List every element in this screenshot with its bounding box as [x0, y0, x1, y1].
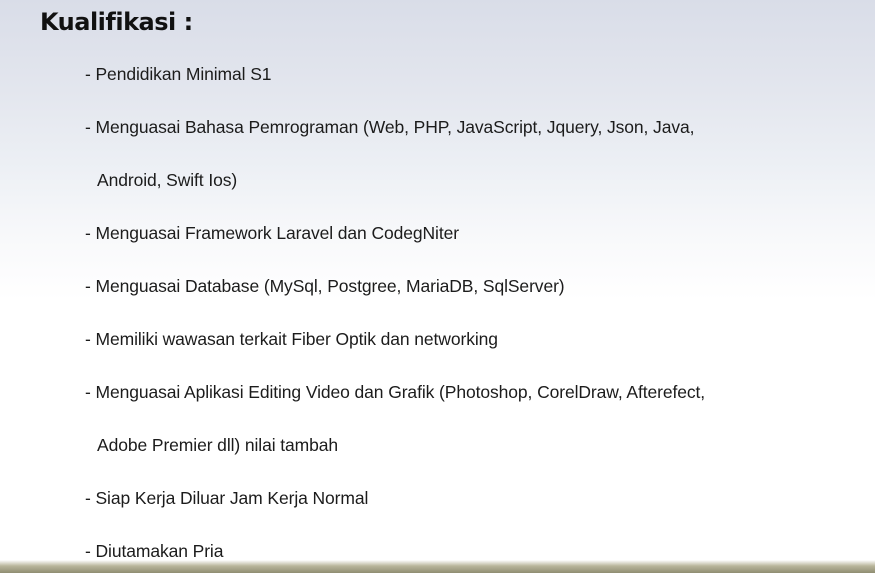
- qualification-item-editing: - Menguasai Aplikasi Editing Video dan Grafik (Photoshop, CorelDraw, Afterefect,: [85, 382, 706, 402]
- qualification-item-editing-continued: Adobe Premier dll) nilai tambah: [97, 435, 339, 455]
- qualification-item-networking: - Memiliki wawasan terkait Fiber Optik dan networking: [85, 329, 498, 349]
- qualification-item-work-hours: - Siap Kerja Diluar Jam Kerja Normal: [85, 488, 369, 508]
- qualification-item-gender: - Diutamakan Pria: [85, 541, 224, 561]
- qualification-item-education: - Pendidikan Minimal S1: [85, 64, 272, 84]
- qualification-item-database: - Menguasai Database (MySql, Postgree, MariaDB, SqlServer): [85, 276, 565, 296]
- qualification-item-framework: - Menguasai Framework Laravel dan CodegNiter: [85, 223, 459, 243]
- qualification-item-programming: - Menguasai Bahasa Pemrograman (Web, PHP, JavaScript, Jquery, Json, Java,: [85, 117, 695, 137]
- qualification-item-programming-continued: Android, Swift Ios): [97, 170, 238, 190]
- section-heading: Kualifikasi :: [40, 8, 193, 36]
